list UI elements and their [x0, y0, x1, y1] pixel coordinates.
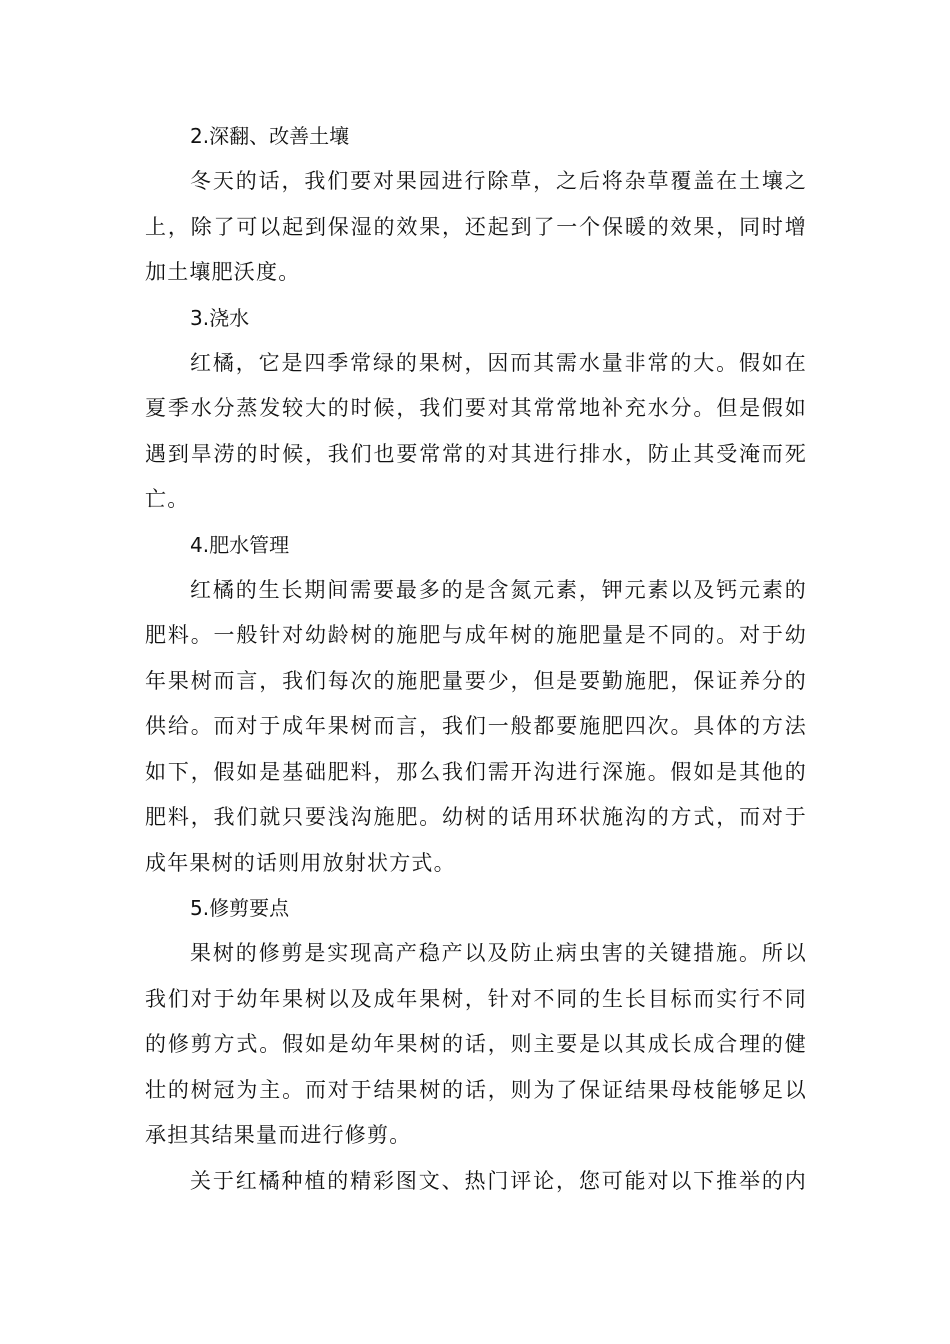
paragraph-line: 肥料，我们就只要浅沟施肥。幼树的话用环状施沟的方式，而对于 [145, 805, 807, 829]
paragraph-line: 遇到旱涝的时候，我们也要常常的对其进行排水，防止其受淹而死 [145, 441, 807, 466]
paragraph-line: 的修剪方式。假如是幼年果树的话，则主要是以其成长成合理的健 [145, 1032, 807, 1056]
section-paragraph [145, 931, 807, 1159]
document-page [145, 114, 807, 1204]
closing-paragraph [145, 1159, 807, 1205]
paragraph-line: 红橘的生长期间需要最多的是含氮元素，钾元素以及钙元素的 [190, 577, 807, 602]
paragraph-line: 年果树而言，我们每次的施肥量要少，但是要勤施肥，保证养分的 [145, 668, 807, 693]
paragraph-line: 红橘，它是四季常绿的果树，因而其需水量非常的大。假如在 [190, 350, 807, 375]
paragraph-line: 上，除了可以起到保湿的效果，还起到了一个保暖的效果，同时增 [145, 214, 807, 239]
paragraph-line: 夏季水分蒸发较大的时候，我们要对其常常地补充水分。但是假如 [145, 396, 807, 420]
paragraph-line: 关于红橘种植的精彩图文、热门评论，您可能对以下推举的内 [190, 1168, 807, 1193]
paragraph-line: 加土壤肥沃度。 [145, 260, 301, 284]
paragraph-line: 亡。 [145, 487, 190, 511]
section-paragraph [145, 159, 807, 296]
paragraph-line: 供给。而对于成年果树而言，我们一般都要施肥四次。具体的方法 [145, 714, 807, 738]
section-heading: 5.修剪要点 [190, 896, 290, 920]
paragraph-line: 承担其结果量而进行修剪。 [145, 1123, 412, 1147]
paragraph-line: 肥料。一般针对幼龄树的施肥与成年树的施肥量是不同的。对于幼 [145, 623, 807, 647]
paragraph-line: 我们对于幼年果树以及成年果树，针对不同的生长目标而实行不同 [145, 986, 807, 1011]
paragraph-line: 如下，假如是基础肥料，那么我们需开沟进行深施。假如是其他的 [145, 759, 807, 784]
section-heading: 3.浇水 [190, 305, 250, 330]
paragraph-line: 成年果树的话则用放射状方式。 [145, 850, 456, 875]
section-heading: 2.深翻、改善土壤 [190, 124, 350, 148]
section-paragraph [145, 568, 807, 887]
section-paragraph [145, 341, 807, 523]
section-heading: 4.肥水管理 [190, 532, 290, 557]
paragraph-line: 果树的修剪是实现高产稳产以及防止病虫害的关键措施。所以 [190, 941, 807, 965]
paragraph-line: 冬天的话，我们要对果园进行除草，之后将杂草覆盖在土壤之 [190, 169, 807, 193]
paragraph-line: 壮的树冠为主。而对于结果树的话，则为了保证结果母枝能够足以 [145, 1077, 807, 1102]
